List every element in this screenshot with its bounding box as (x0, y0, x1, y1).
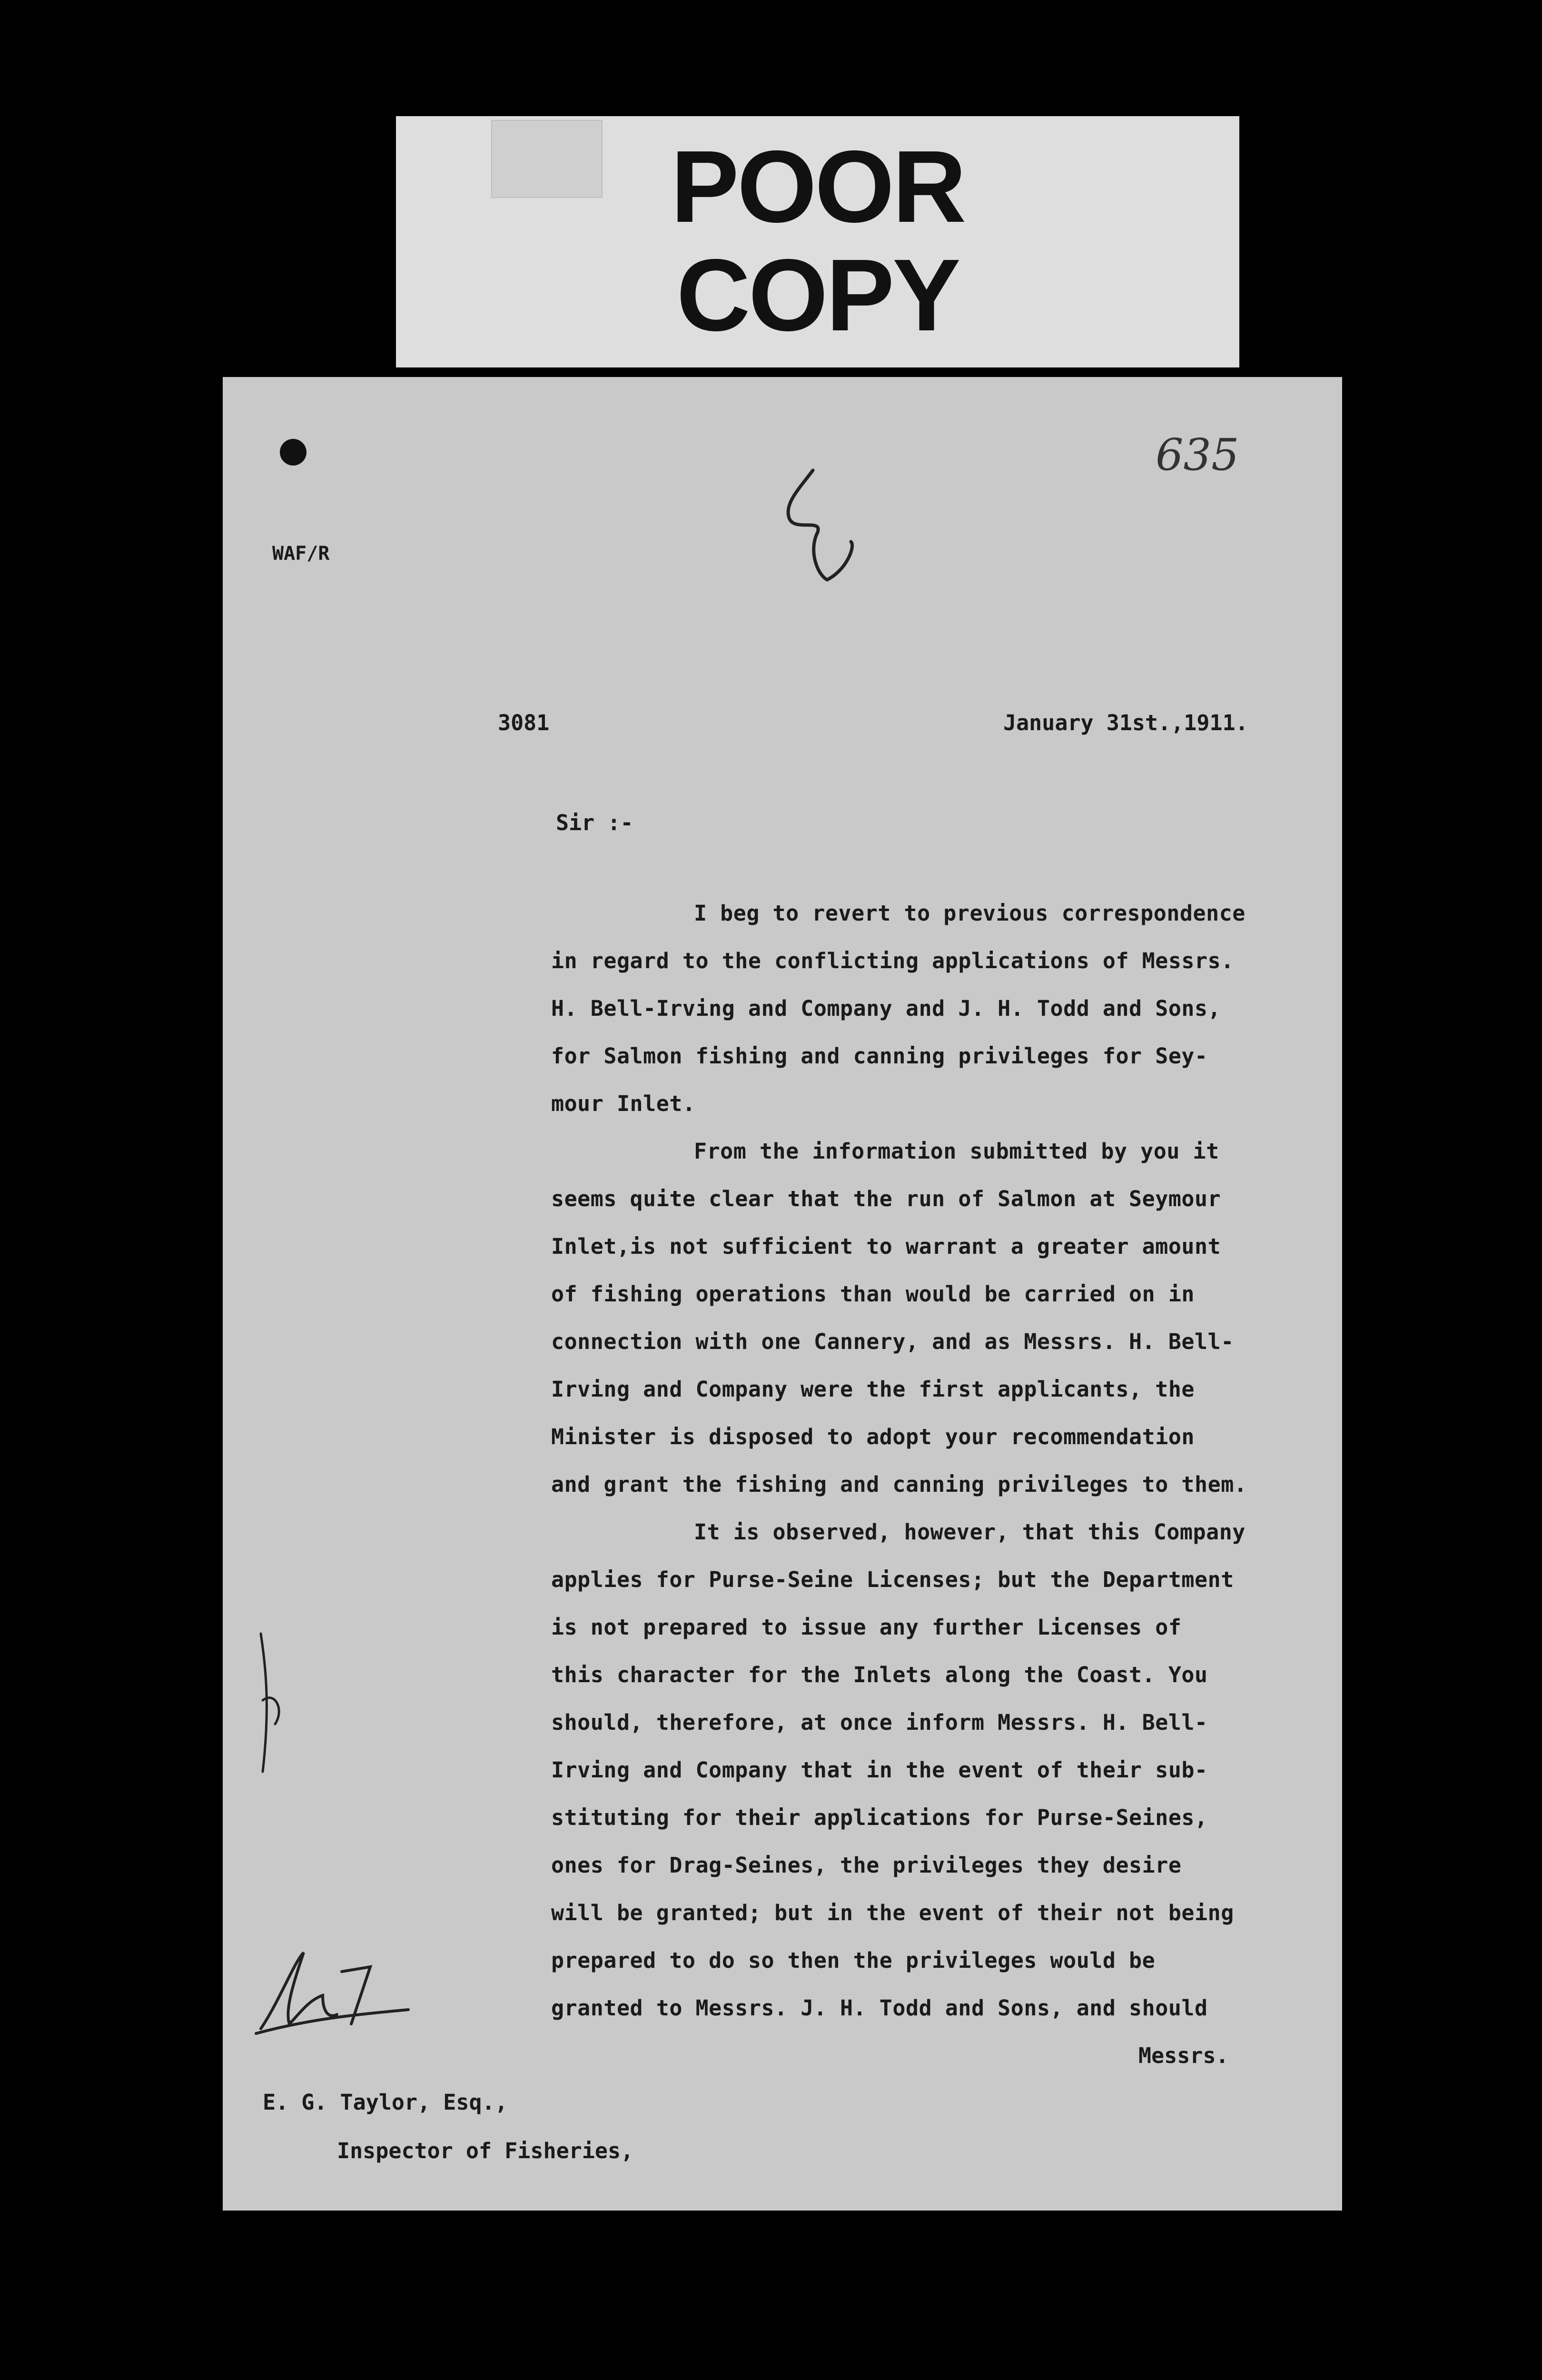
addressee-title: Inspector of Fisheries, (337, 2138, 634, 2163)
body-line: It is observed, however, that this Company (694, 1519, 1245, 1545)
addressee-name: E. G. Taylor, Esq., (263, 2090, 508, 2115)
body-line: will be granted; but in the event of their not being (551, 1900, 1234, 1925)
body-line: should, therefore, at once inform Messrs. H. Bell- (551, 1710, 1208, 1735)
poor-copy-label (396, 116, 1239, 367)
body-line: is not prepared to issue any further Licenses of (551, 1615, 1182, 1640)
salutation: Sir :- (556, 810, 633, 835)
body-line: mour Inlet. (551, 1091, 696, 1116)
letter-date: January 31st.,1911. (1003, 710, 1248, 735)
body-line: in regard to the conflicting applications of Messrs. (551, 948, 1234, 973)
body-line: From the information submitted by you it (694, 1139, 1219, 1164)
signature-initials-icon (251, 1943, 413, 2038)
punch-hole (280, 439, 306, 466)
body-line: Minister is disposed to adopt your recommendation (551, 1424, 1195, 1449)
body-line: granted to Messrs. J. H. Todd and Sons, and should (551, 1995, 1208, 2021)
body-line: H. Bell-Irving and Company and J. H. Todd and Sons, (551, 996, 1221, 1021)
file-number: 3081 (498, 710, 550, 735)
poor-copy-line1: POOR (671, 129, 965, 244)
page-number: 635 (1156, 429, 1239, 480)
body-line: Irving and Company that in the event of their sub- (551, 1757, 1208, 1783)
body-line: I beg to revert to previous correspondence (694, 901, 1245, 926)
body-line: ones for Drag-Seines, the privileges they desire (551, 1853, 1182, 1878)
letter-page (223, 377, 1342, 2211)
catchword: Messrs. (1138, 2043, 1229, 2068)
body-line: connection with one Cannery, and as Messrs. H. Bell- (551, 1329, 1234, 1354)
body-line: of fishing operations than would be carried on in (551, 1281, 1195, 1307)
body-line: Inlet,is not sufficient to warrant a greater amount (551, 1234, 1221, 1259)
initials: WAF/R (272, 543, 330, 565)
body-line: applies for Purse-Seine Licenses; but the Department (551, 1567, 1234, 1592)
body-line: and grant the fishing and canning privileges to them. (551, 1472, 1247, 1497)
body-line: seems quite clear that the run of Salmon at Seymour (551, 1186, 1221, 1211)
body-line: Irving and Company were the first applicants, the (551, 1377, 1195, 1402)
poor-copy-line2: COPY (676, 238, 959, 352)
body-line: stituting for their applications for Purse-Seines, (551, 1805, 1208, 1830)
handwritten-mark-icon (756, 461, 880, 585)
body-line: this character for the Inlets along the Coast. You (551, 1662, 1208, 1687)
body-line: prepared to do so then the privileges would be (551, 1948, 1156, 1973)
margin-mark-icon (256, 1629, 294, 1781)
body-line: for Salmon fishing and canning privileges for Sey- (551, 1043, 1208, 1069)
